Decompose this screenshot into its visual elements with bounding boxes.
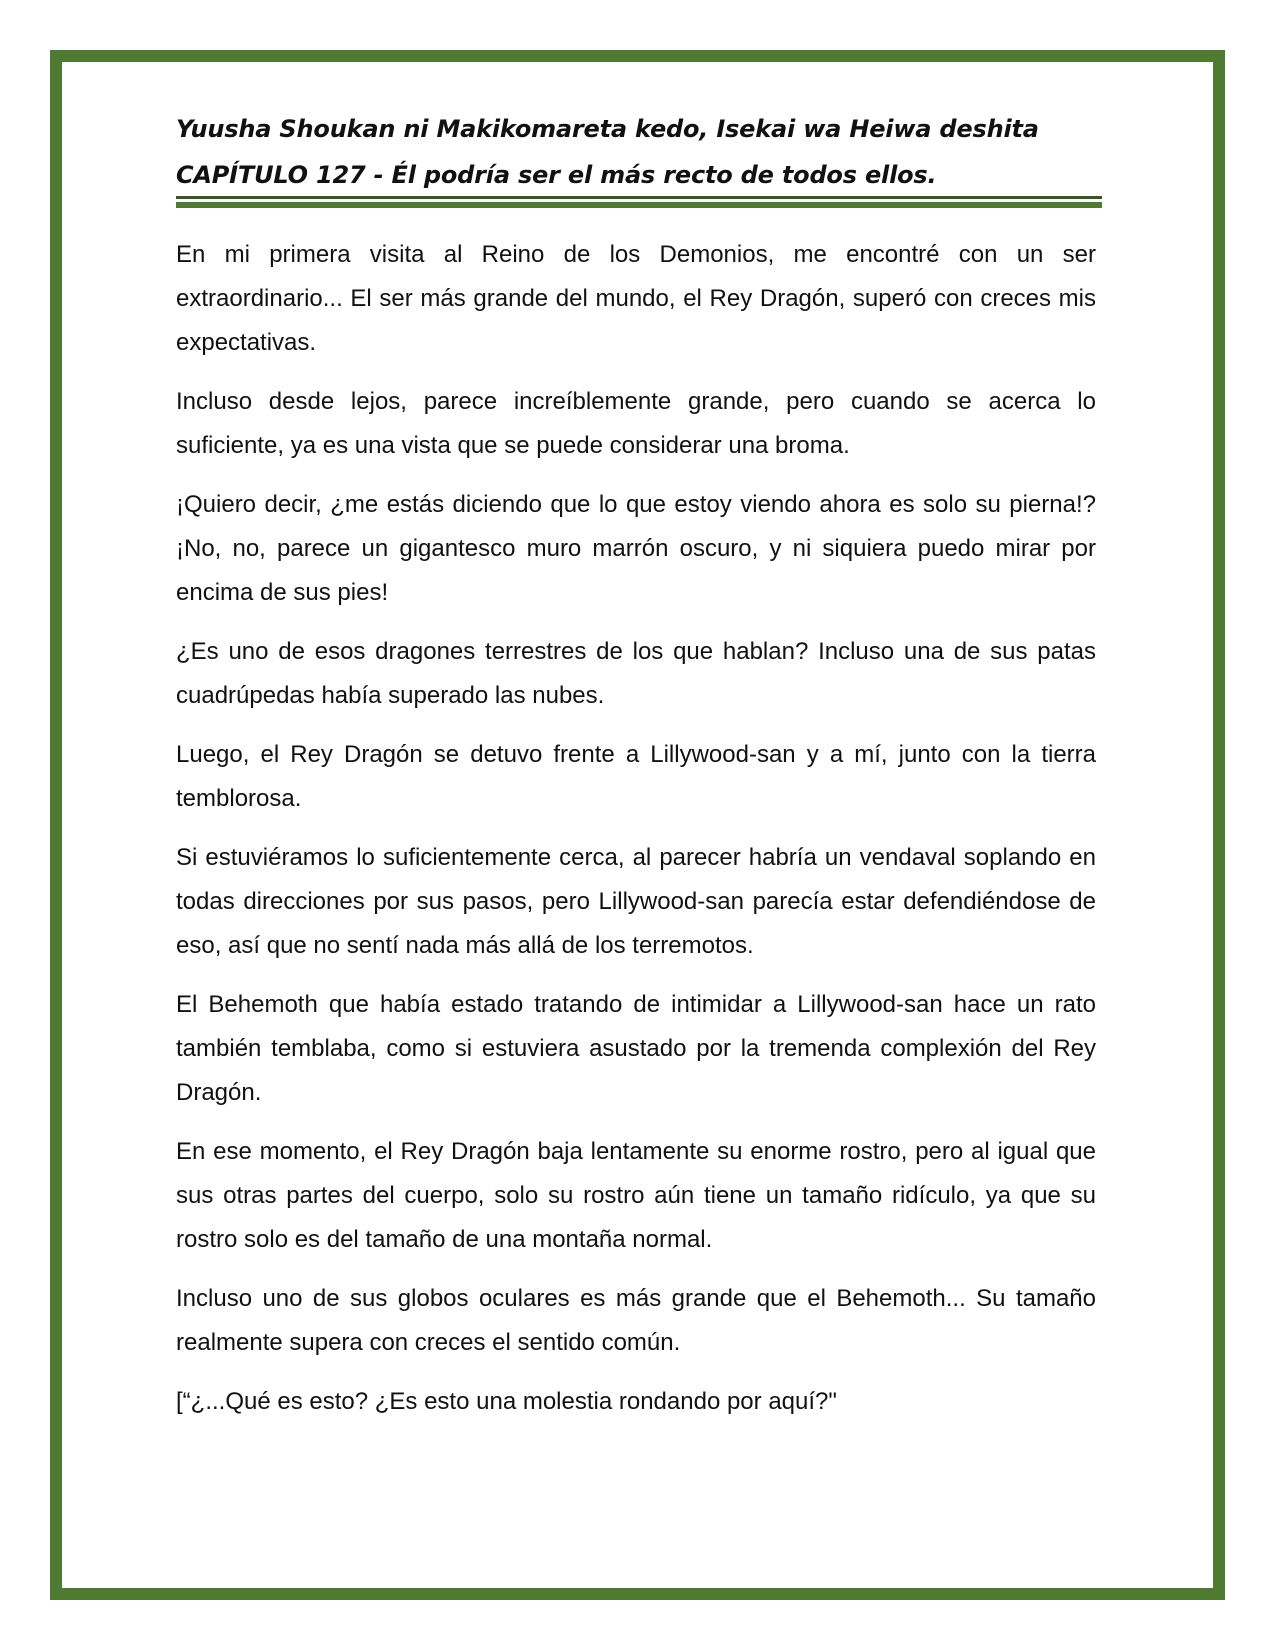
chapter-title: CAPÍTULO 127 - Él podría ser el más recto de todos ellos. [176,161,937,189]
paragraph: En ese momento, el Rey Dragón baja lentamente su enorme rostro, pero al igual que sus otras partes del cuerpo, solo su rostro aún tiene un tamaño ridículo, ya que su rostro solo es del tamaño de una montaña normal. [176,1138,1096,1253]
chapter-body [176,233,1096,1424]
paragraph: [“¿...Qué es esto? ¿Es esto una molestia rondando por aquí?" [176,1388,837,1415]
title-divider-thick-line [176,202,1102,208]
paragraph: Incluso uno de sus globos oculares es más grande que el Behemoth... Su tamaño realmente supera con creces el sentido común. [176,1285,1096,1356]
paragraph: Incluso desde lejos, parece increíblemente grande, pero cuando se acerca lo suficiente, ya es una vista que se puede considerar una broma. [176,388,1096,459]
page-content [176,110,1096,1439]
paragraph: ¡Quiero decir, ¿me estás diciendo que lo que estoy viendo ahora es solo su pierna!? ¡No, no, parece un gigantesco muro marrón oscuro, y ni siquiera puedo mirar por encima de sus pies! [176,491,1096,606]
paragraph: El Behemoth que había estado tratando de intimidar a Lillywood-san hace un rato también temblaba, como si estuviera asustado por la tremenda complexión del Rey Dragón. [176,991,1096,1106]
title-divider [176,196,1102,208]
paragraph: En mi primera visita al Reino de los Demonios, me encontré con un ser extraordinario... El ser más grande del mundo, el Rey Dragón, superó con creces mis expectativas. [176,241,1096,356]
paragraph: ¿Es uno de esos dragones terrestres de los que hablan? Incluso una de sus patas cuadrúpedas había superado las nubes. [176,638,1096,709]
series-title: Yuusha Shoukan ni Makikomareta kedo, Isekai wa Heiwa deshita [176,115,1039,143]
paragraph: Luego, el Rey Dragón se detuvo frente a Lillywood-san y a mí, junto con la tierra temblorosa. [176,741,1096,812]
paragraph: Si estuviéramos lo suficientemente cerca, al parecer habría un vendaval soplando en todas direcciones por sus pasos, pero Lillywood-san parecía estar defendiéndose de eso, así que no sentí nada más allá de los terremotos. [176,844,1096,959]
